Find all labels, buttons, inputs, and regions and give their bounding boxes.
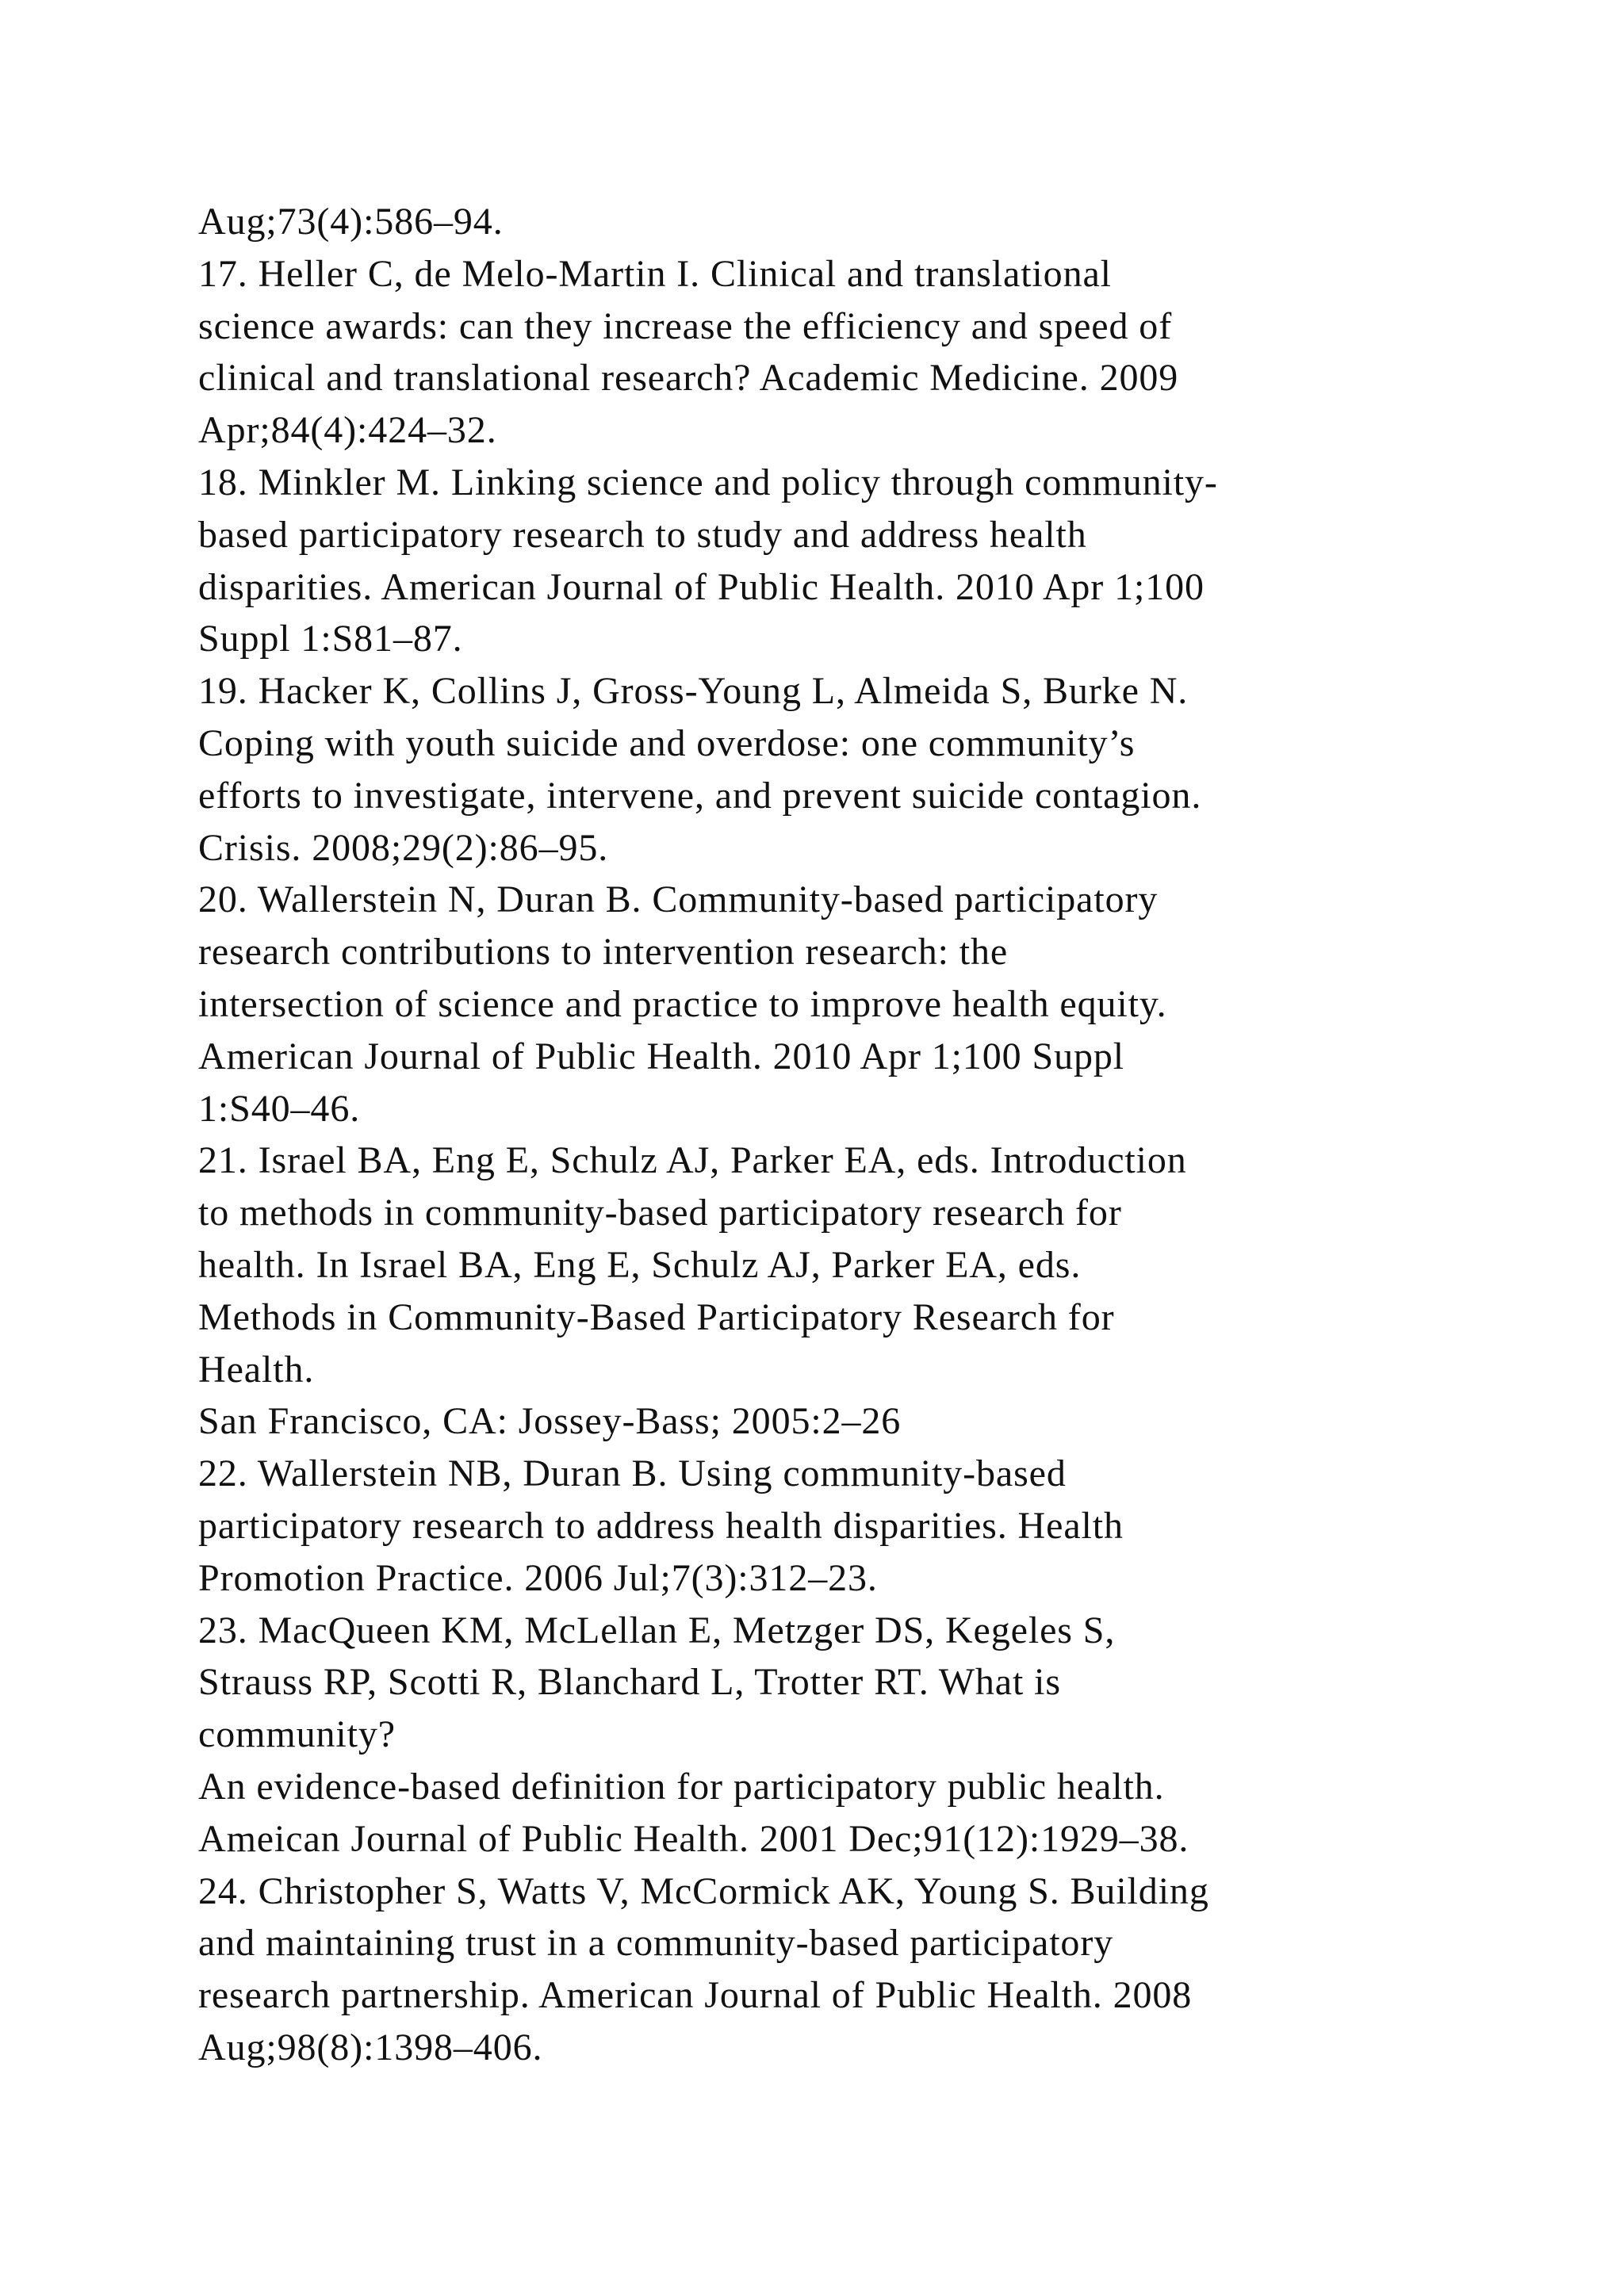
reference-line: Coping with youth suicide and overdose: one community’s [198,721,1136,764]
reference-line: 24. Christopher S, Watts V, McCormick AK, Young S. Building [198,1869,1209,1912]
reference-line: health. In Israel BA, Eng E, Schulz AJ, Parker EA, eds. [198,1243,1082,1286]
reference-line: Strauss RP, Scotti R, Blanchard L, Trotter RT. What is [198,1661,1061,1704]
reference-line: San Francisco, CA: Jossey-Bass; 2005:2–26 [198,1400,902,1443]
reference-line: 23. MacQueen KM, McLellan E, Metzger DS, Kegeles S, [198,1609,1116,1651]
reference-line: to methods in community-based participatory research for [198,1192,1122,1234]
reference-line: efforts to investigate, intervene, and prevent suicide contagion. [198,774,1202,817]
reference-line: 21. Israel BA, Eng E, Schulz AJ, Parker EA, eds. Introduction [198,1139,1187,1182]
reference-line: 22. Wallerstein NB, Duran B. Using community-based [198,1452,1067,1495]
reference-line: science awards: can they increase the efficiency and speed of [198,304,1173,347]
reference-line: Crisis. 2008;29(2):86–95. [198,826,609,869]
reference-line: research contributions to intervention research: the [198,931,1009,974]
reference-line: participatory research to address health disparities. Health [198,1504,1124,1547]
reference-line: American Journal of Public Health. 2010 Apr 1;100 Suppl [198,1035,1125,1077]
reference-line: and maintaining trust in a community-based participatory [198,1922,1114,1965]
reference-line: 18. Minkler M. Linking science and policy through community- [198,461,1218,503]
reference-line: disparities. American Journal of Public Health. 2010 Apr 1;100 [198,565,1205,608]
reference-line: based participatory research to study and address health [198,513,1087,556]
reference-line: Apr;84(4):424–32. [198,409,497,452]
reference-line: Ameican Journal of Public Health. 2001 Dec;91(12):1929–38. [198,1817,1189,1860]
reference-line: Promotion Practice. 2006 Jul;7(3):312–23. [198,1556,878,1599]
reference-line: 20. Wallerstein N, Duran B. Community-based participatory [198,878,1159,921]
reference-list [198,196,1546,2074]
reference-line: Aug;73(4):586–94. [198,201,504,243]
reference-line: 17. Heller C, de Melo-Martin I. Clinical and translational [198,252,1112,295]
reference-line: Methods in Community-Based Participatory Research for [198,1295,1115,1338]
reference-line: Suppl 1:S81–87. [198,618,463,660]
reference-line: 1:S40–46. [198,1087,361,1130]
reference-line: clinical and translational research? Academic Medicine. 2009 [198,357,1179,400]
reference-line: 19. Hacker K, Collins J, Gross-Young L, Almeida S, Burke N. [198,670,1189,713]
reference-line: Aug;98(8):1398–406. [198,2026,543,2068]
reference-line: intersection of science and practice to improve health equity. [198,982,1167,1025]
reference-line: Health. [198,1348,315,1391]
reference-line: An evidence-based definition for participatory public health. [198,1765,1165,1808]
reference-line: research partnership. American Journal of Public Health. 2008 [198,1974,1193,2017]
reference-line: community? [198,1713,396,1756]
